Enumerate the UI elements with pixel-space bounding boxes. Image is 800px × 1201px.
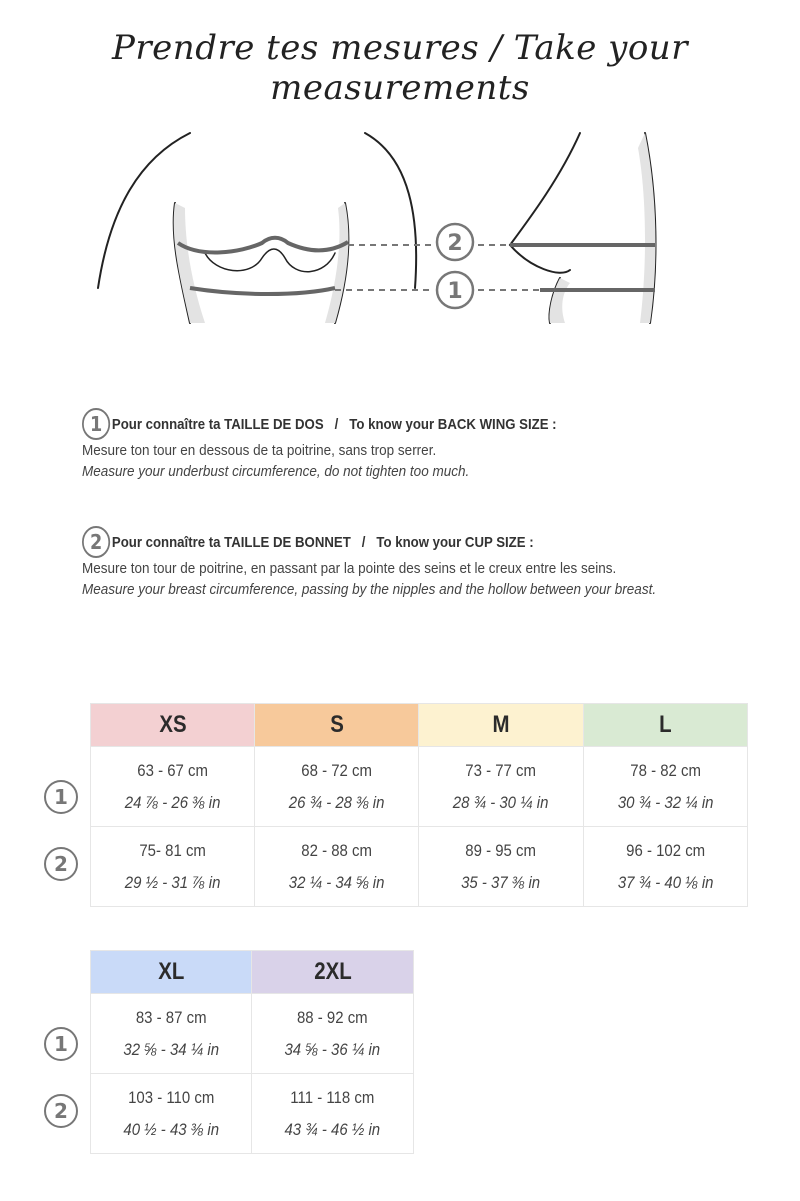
row-marker-1: 1	[44, 780, 78, 814]
size-header-xl: XL	[91, 951, 252, 994]
row-marker-1: 1	[44, 1027, 78, 1061]
table-cell: 96 - 102 cm 37 ¾ - 40 ⅛ in	[583, 827, 747, 907]
row-marker-2: 2	[44, 847, 78, 881]
table-row-underbust	[91, 747, 748, 827]
size-header-xs: XS	[91, 704, 255, 747]
instruction-heading: Pour connaître ta TAILLE DE DOS / To know your BACK WING SIZE :	[111, 415, 557, 433]
table-cell: 63 - 67 cm 24 ⅞ - 26 ⅜ in	[91, 747, 255, 827]
marker-2: 2	[447, 231, 463, 256]
table-row-underbust	[91, 994, 414, 1074]
table-cell: 75- 81 cm 29 ½ - 31 ⅞ in	[91, 827, 255, 907]
instruction-text-fr: Mesure ton tour de poitrine, en passant par la pointe des seins et le creux entre les seins.	[82, 560, 617, 577]
instruction-text-en: Measure your breast circumference, passing by the nipples and the hollow between your breast.	[82, 581, 657, 598]
number-2-badge: 2	[82, 526, 110, 558]
size-header-m: M	[419, 704, 583, 747]
table-cell: 111 - 118 cm 43 ¾ - 46 ½ in	[252, 1074, 414, 1154]
size-table-xs-l	[90, 703, 748, 907]
table-row-bust	[91, 827, 748, 907]
table-cell: 103 - 110 cm 40 ½ - 43 ⅜ in	[91, 1074, 252, 1154]
table-cell: 82 - 88 cm 32 ¼ - 34 ⅝ in	[255, 827, 419, 907]
table-cell: 83 - 87 cm 32 ⅝ - 34 ¼ in	[91, 994, 252, 1074]
instruction-back-wing-size	[82, 408, 782, 482]
size-header-l: L	[583, 704, 747, 747]
table-cell: 68 - 72 cm 26 ¾ - 28 ⅜ in	[255, 747, 419, 827]
size-header-2xl: 2XL	[252, 951, 414, 994]
table-cell: 78 - 82 cm 30 ¾ - 32 ¼ in	[583, 747, 747, 827]
size-header-s: S	[255, 704, 419, 747]
table-cell: 88 - 92 cm 34 ⅝ - 36 ¼ in	[252, 994, 414, 1074]
marker-1: 1	[447, 279, 463, 304]
table-cell: 89 - 95 cm 35 - 37 ⅜ in	[419, 827, 583, 907]
page-title: Prendre tes mesures / Take your measurements	[112, 28, 688, 108]
instruction-heading: Pour connaître ta TAILLE DE BONNET / To know your CUP SIZE :	[111, 533, 534, 551]
table-cell: 73 - 77 cm 28 ¾ - 30 ¼ in	[419, 747, 583, 827]
size-table-xl-2xl	[90, 950, 414, 1154]
number-1-badge: 1	[82, 408, 110, 440]
instruction-cup-size	[82, 526, 782, 600]
instruction-text-fr: Mesure ton tour en dessous de ta poitrine, sans trop serrer.	[82, 442, 437, 459]
row-marker-2: 2	[44, 1094, 78, 1128]
body-measurement-illustration	[90, 118, 690, 333]
instruction-text-en: Measure your underbust circumference, do not tighten too much.	[82, 463, 470, 480]
table-row-bust	[91, 1074, 414, 1154]
